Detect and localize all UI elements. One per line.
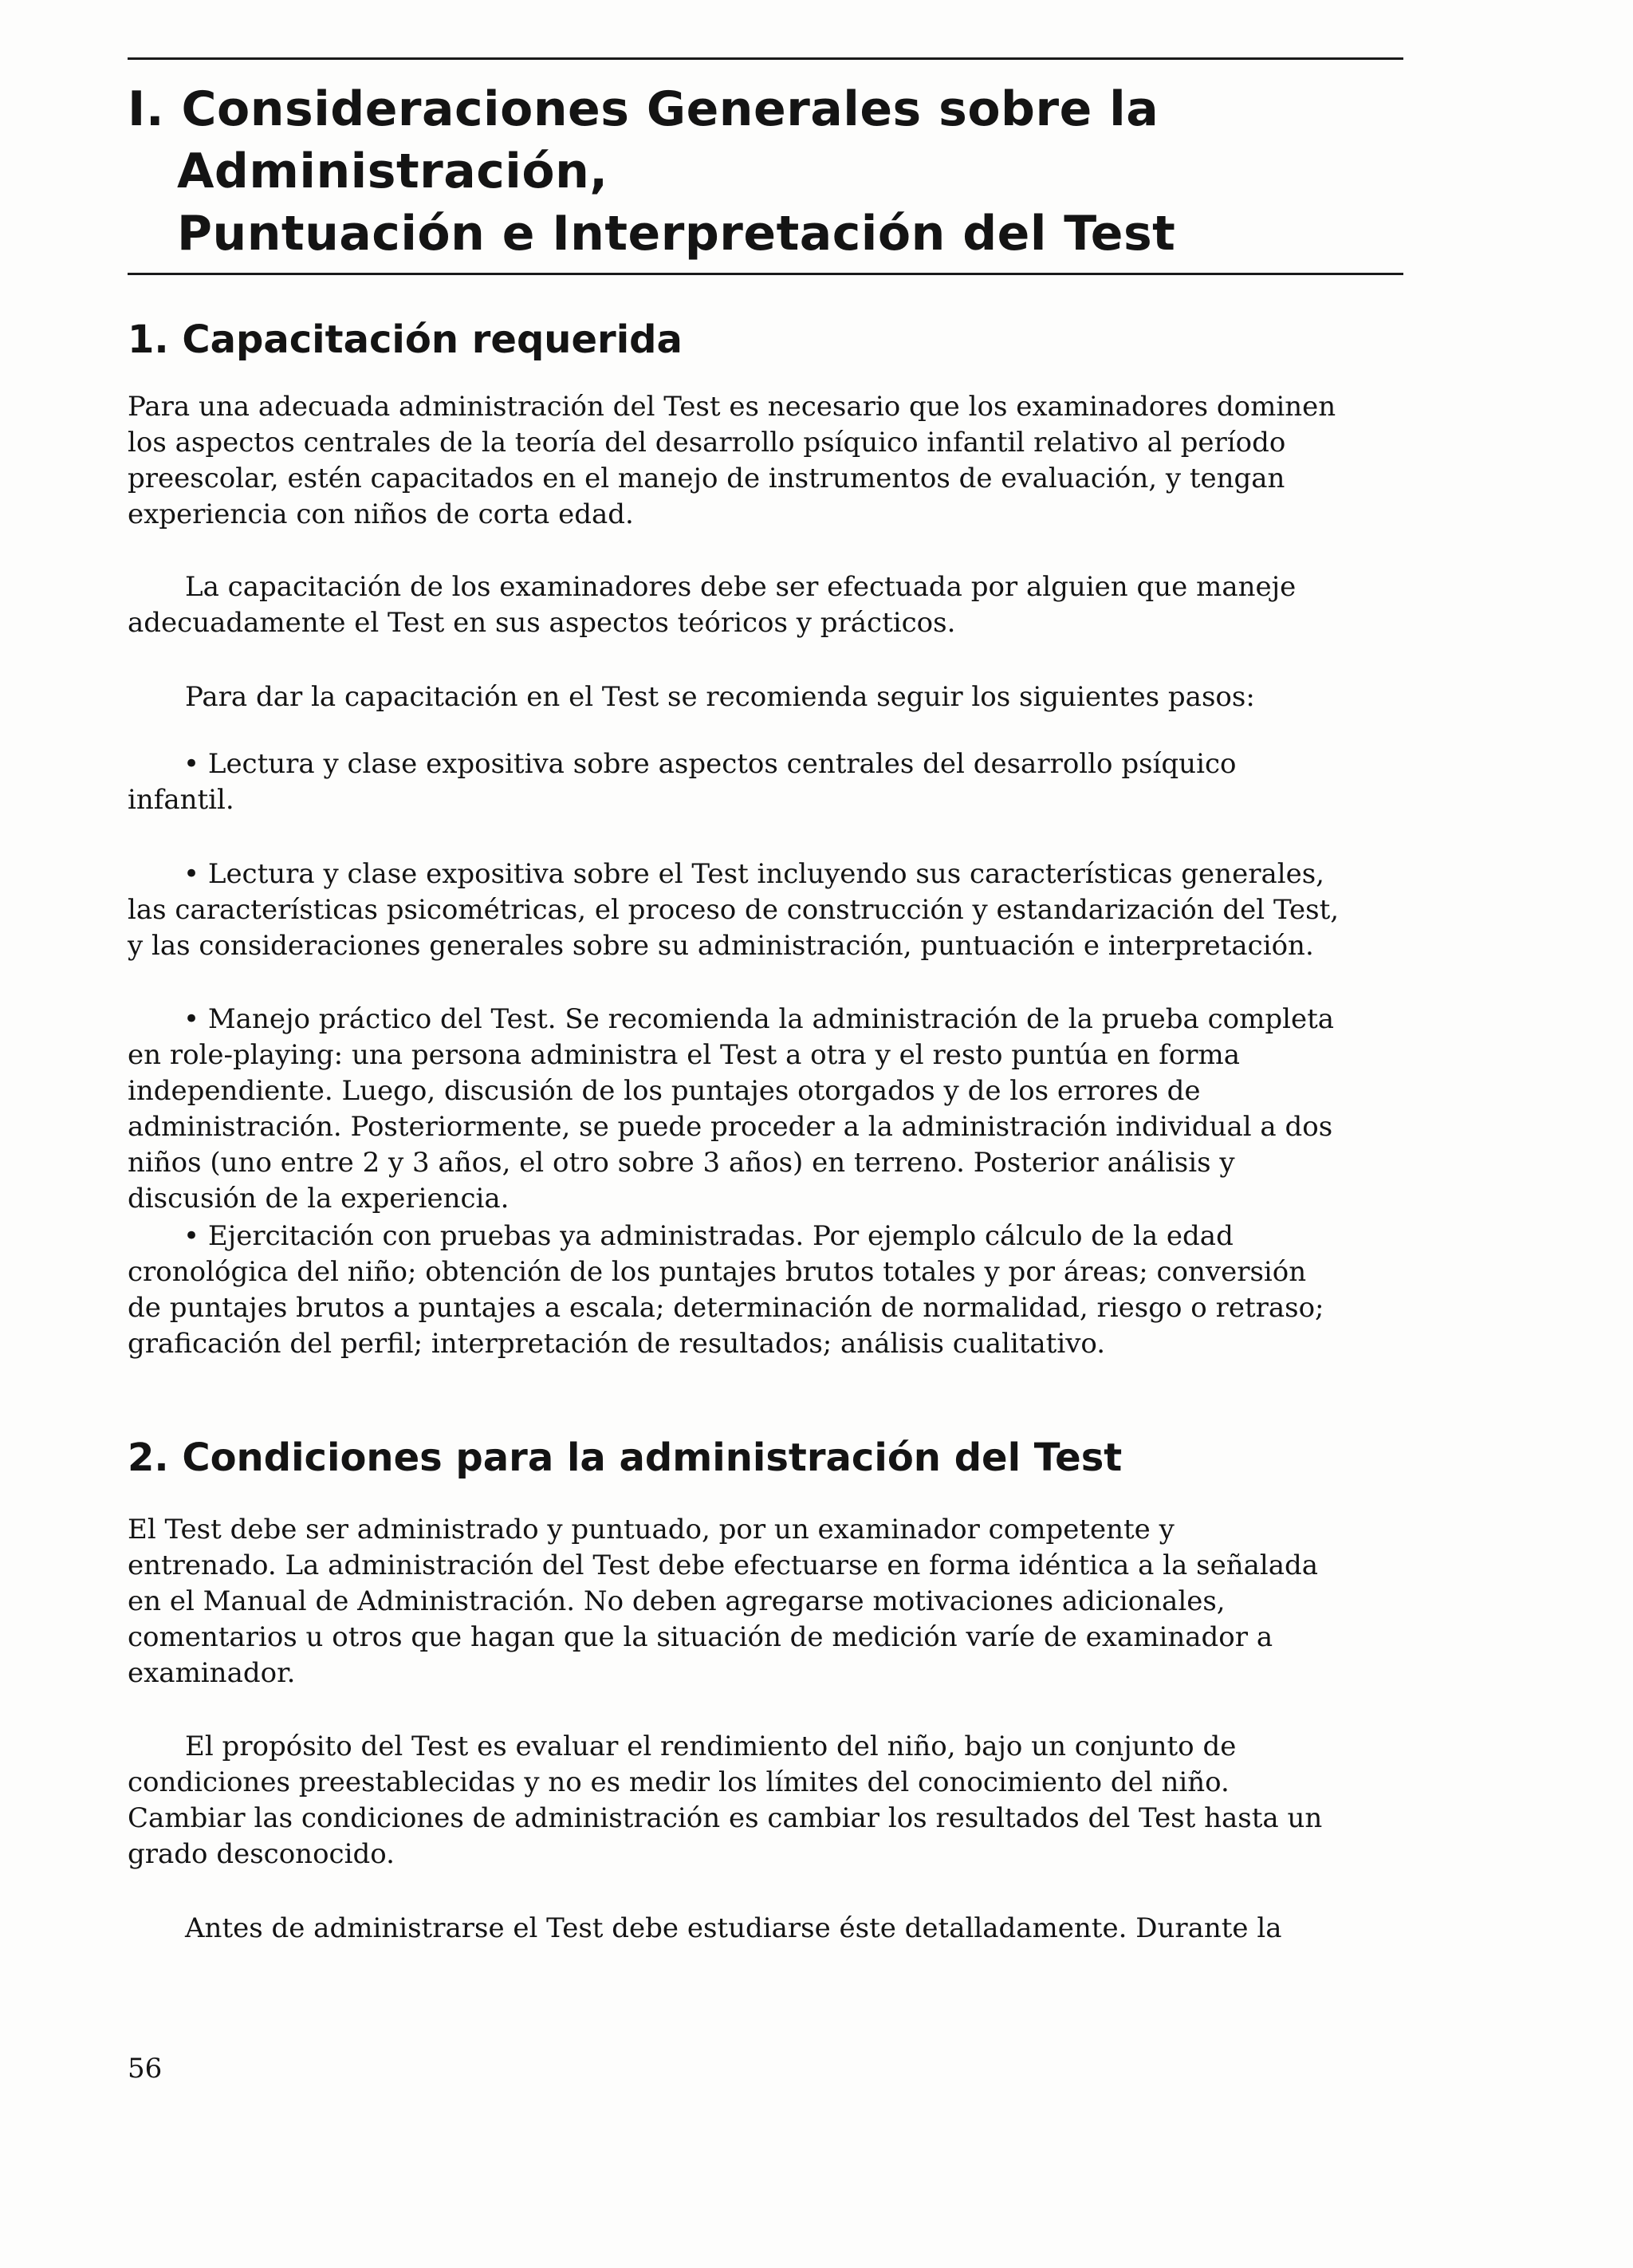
paragraph: [128, 1911, 1411, 1947]
bullet-item: [128, 1002, 1411, 1217]
bullet-item: [128, 746, 1411, 818]
paragraph: [128, 1512, 1411, 1691]
section-heading-capacitacion: 1. Capacitación requerida: [128, 317, 683, 362]
paragraph-line: administración. Posteriormente, se puede proceder a la administración individual a dos: [128, 1111, 1333, 1143]
paragraph: [128, 389, 1411, 533]
paragraph-line: Cambiar las condiciones de administración es cambiar los resultados del Test hasta un: [128, 1802, 1323, 1834]
paragraph-line: Antes de administrarse el Test debe estudiarse éste detalladamente. Durante la: [185, 1912, 1282, 1944]
paragraph-line: infantil.: [128, 784, 234, 816]
section-heading-condiciones: 2. Condiciones para la administración del Test: [128, 1435, 1123, 1480]
page-number: 56: [128, 2053, 163, 2085]
bullet-item: [128, 1219, 1411, 1362]
paragraph-line: en el Manual de Administración. No deben agregarse motivaciones adicionales,: [128, 1585, 1226, 1617]
paragraph-line: discusión de la experiencia.: [128, 1183, 510, 1215]
chapter-title: [128, 78, 1403, 265]
paragraph-line: los aspectos centrales de la teoría del desarrollo psíquico infantil relativo al período: [128, 427, 1286, 459]
paragraph-line: de puntajes brutos a puntajes a escala; determinación de normalidad, riesgo o retraso;: [128, 1292, 1324, 1324]
paragraph-line: graficación del perfil; interpretación de resultados; análisis cualitativo.: [128, 1328, 1106, 1360]
paragraph-line: cronológica del niño; obtención de los puntajes brutos totales y por áreas; conversión: [128, 1256, 1307, 1288]
chapter-title-line-1: I. Consideraciones Generales sobre la: [128, 81, 1159, 137]
chapter-title-line-2: Administración,: [177, 144, 608, 199]
paragraph-line: examinador.: [128, 1657, 296, 1689]
bullet-item: [128, 856, 1411, 964]
paragraph-line: comentarios u otros que hagan que la situación de medición varíe de examinador a: [128, 1621, 1273, 1653]
paragraph-line: independiente. Luego, discusión de los puntajes otorgados y de los errores de: [128, 1075, 1201, 1107]
paragraph-line: • Ejercitación con pruebas ya administradas. Por ejemplo cálculo de la edad: [183, 1220, 1234, 1252]
paragraph: [128, 569, 1411, 641]
paragraph-line: grado desconocido.: [128, 1838, 395, 1870]
chapter-title-line-3: Puntuación e Interpretación del Test: [177, 206, 1176, 262]
paragraph-line: preescolar, estén capacitados en el manejo de instrumentos de evaluación, y tengan: [128, 463, 1285, 494]
paragraph-line: en role-playing: una persona administra el Test a otra y el resto puntúa en forma: [128, 1039, 1241, 1071]
paragraph-line: adecuadamente el Test en sus aspectos teóricos y prácticos.: [128, 607, 956, 639]
paragraph-line: las características psicométricas, el proceso de construcción y estandarización del Test,: [128, 894, 1340, 926]
paragraph-line: experiencia con niños de corta edad.: [128, 498, 634, 530]
paragraph-line: niños (uno entre 2 y 3 años, el otro sobre 3 años) en terreno. Posterior análisis y: [128, 1147, 1235, 1179]
paragraph-line: • Lectura y clase expositiva sobre el Test incluyendo sus características generales,: [183, 858, 1324, 890]
bottom-rule: [128, 273, 1403, 275]
paragraph-line: condiciones preestablecidas y no es medir los límites del conocimiento del niño.: [128, 1766, 1230, 1798]
paragraph-line: entrenado. La administración del Test debe efectuarse en forma idéntica a la señalada: [128, 1549, 1319, 1581]
paragraph-line: El Test debe ser administrado y puntuado, por un examinador competente y: [128, 1514, 1175, 1545]
paragraph-line: • Manejo práctico del Test. Se recomienda la administración de la prueba completa: [183, 1003, 1335, 1035]
paragraph-line: Para dar la capacitación en el Test se recomienda seguir los siguientes pasos:: [185, 681, 1255, 713]
top-rule: [128, 57, 1403, 60]
paragraph-line: y las consideraciones generales sobre su administración, puntuación e interpretación.: [128, 930, 1314, 962]
paragraph-line: La capacitación de los examinadores debe ser efectuada por alguien que maneje: [185, 571, 1297, 603]
paragraph: [128, 1729, 1411, 1872]
paragraph: [128, 679, 1411, 715]
paragraph-line: Para una adecuada administración del Test es necesario que los examinadores dominen: [128, 391, 1336, 423]
paragraph-line: El propósito del Test es evaluar el rendimiento del niño, bajo un conjunto de: [185, 1731, 1237, 1762]
paragraph-line: • Lectura y clase expositiva sobre aspectos centrales del desarrollo psíquico: [183, 748, 1237, 780]
